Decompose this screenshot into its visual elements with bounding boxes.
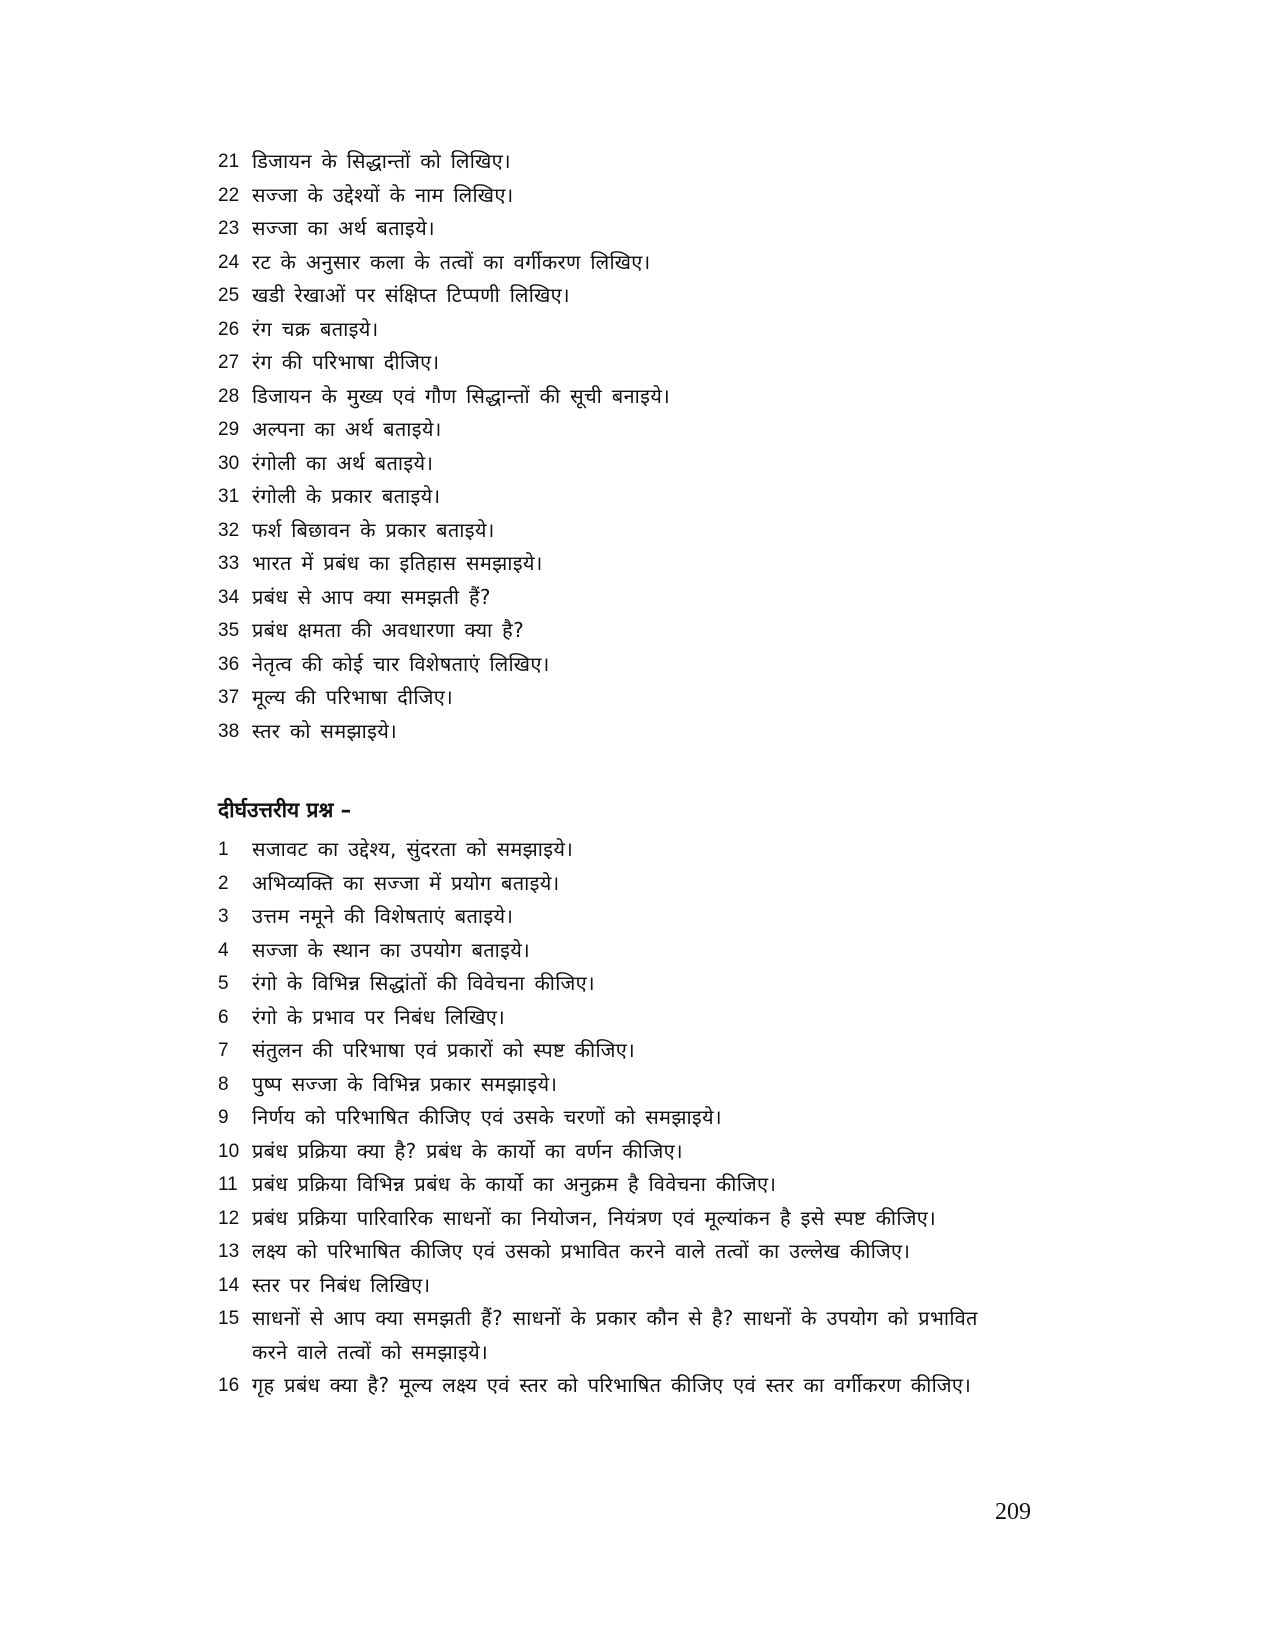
question-text: अभिव्यक्ति का सज्जा में प्रयोग बताइये। (252, 870, 560, 895)
long-questions-heading: दीर्घउत्तरीय प्रश्न – (218, 798, 352, 822)
question-number: 2 (218, 872, 229, 894)
question-text: संतुलन की परिभाषा एवं प्रकारों को स्पष्ट कीजिए। (252, 1038, 636, 1062)
question-number: 24 (218, 251, 240, 273)
question-text: अल्पना का अर्थ बताइये। (252, 417, 442, 441)
question-item (218, 900, 1098, 934)
question-text: मूल्य की परिभाषा दीजिए। (252, 685, 453, 709)
question-item (218, 1068, 1098, 1102)
long-questions-list (218, 833, 1098, 1436)
question-item (218, 1101, 1098, 1135)
question-item (218, 715, 1098, 749)
question-item (218, 179, 1098, 213)
question-number: 23 (218, 218, 240, 239)
question-item (218, 614, 1098, 648)
question-item (218, 1269, 1098, 1303)
question-text: रंगोली का अर्थ बताइये। (252, 450, 434, 475)
question-text: रंग चक्र बताइये। (252, 316, 379, 341)
question-item (218, 1001, 1098, 1035)
question-text: गृह प्रबंध क्या है? मूल्य लक्ष्य एवं स्तर को परिभाषित कीजिए एवं स्तर का वर्गीकरण कीजिए। (252, 1373, 972, 1397)
question-item (218, 246, 1098, 280)
question-text: खडी रेखाओं पर संक्षिप्त टिप्पणी लिखिए। (252, 283, 570, 307)
question-item (218, 447, 1098, 481)
question-number: 27 (218, 352, 240, 373)
question-item (218, 380, 1098, 414)
question-text: रंगो के विभिन्न सिद्धांतों की विवेचना कीजिए। (252, 971, 595, 995)
question-text: रंग की परिभाषा दीजिए। (252, 350, 440, 374)
short-questions-list (218, 145, 1098, 748)
question-text: रंगोली के प्रकार बताइये। (252, 484, 441, 508)
question-number: 13 (218, 1241, 240, 1262)
question-item (218, 212, 1098, 246)
question-item (218, 1202, 1098, 1236)
question-number: 32 (218, 519, 240, 541)
question-number: 10 (218, 1140, 240, 1162)
question-text: नेतृत्व की कोई चार विशेषताएं लिखिए। (252, 651, 550, 676)
question-item (218, 279, 1098, 313)
question-text: डिजायन के सिद्धान्तों को लिखिए। (252, 149, 511, 173)
question-text: रंगो के प्रभाव पर निबंध लिखिए। (252, 1004, 505, 1029)
question-number: 21 (218, 151, 240, 172)
question-number: 38 (218, 720, 240, 742)
question-text: प्रबंध प्रक्रिया क्या है? प्रबंध के कार्यो का वर्णन कीजिए। (252, 1138, 683, 1163)
question-item (218, 1034, 1098, 1068)
question-item (218, 1302, 1098, 1369)
question-number: 1 (218, 839, 229, 860)
question-item (218, 1168, 1098, 1202)
question-text: प्रबंध प्रक्रिया पारिवारिक साधनों का नियोजन, नियंत्रण एवं मूल्यांकन है इसे स्पष्ट कीजिए। (252, 1205, 936, 1230)
question-item (218, 833, 1098, 867)
question-text: उत्तम नमूने की विशेषताएं बताइये। (252, 904, 514, 928)
question-number: 12 (218, 1207, 240, 1229)
question-item (218, 648, 1098, 682)
question-number: 14 (218, 1274, 240, 1296)
question-item (218, 1369, 1098, 1436)
question-number: 36 (218, 653, 240, 675)
question-number: 37 (218, 687, 240, 708)
question-text: पुष्प सज्जा के विभिन्न प्रकार समझाइये। (252, 1071, 558, 1096)
question-number: 4 (218, 939, 229, 961)
page-number: 209 (995, 1499, 1031, 1525)
question-text: डिजायन के मुख्य एवं गौण सिद्धान्तों की सूची बनाइये। (252, 383, 670, 408)
question-number: 25 (218, 285, 240, 306)
question-text: निर्णय को परिभाषित कीजिए एवं उसके चरणों को समझाइये। (252, 1105, 722, 1129)
question-number: 15 (218, 1308, 240, 1329)
question-text: स्तर को समझाइये। (252, 718, 397, 743)
question-item (218, 480, 1098, 514)
question-text: भारत में प्रबंध का इतिहास समझाइये। (252, 551, 543, 575)
question-number: 26 (218, 318, 240, 340)
question-text: सज्जा के स्थान का उपयोग बताइये। (252, 937, 531, 962)
question-item (218, 346, 1098, 380)
question-number: 7 (218, 1040, 229, 1061)
question-item (218, 313, 1098, 347)
question-text: सजावट का उद्देश्य, सुंदरता को समझाइये। (252, 837, 574, 861)
question-text: साधनों से आप क्या समझती हैं? साधनों के प्रकार कौन से है? साधनों के उपयोग को प्रभावित करने वाले तत्वों को समझाइये। (252, 1306, 978, 1364)
question-number: 6 (218, 1006, 229, 1028)
question-item (218, 514, 1098, 548)
question-item (218, 581, 1098, 615)
question-number: 30 (218, 452, 240, 474)
question-text: स्तर पर निबंध लिखिए। (252, 1272, 431, 1297)
question-number: 3 (218, 906, 229, 927)
question-text: रट के अनुसार कला के तत्वों का वर्गीकरण लिखिए। (252, 249, 651, 274)
question-number: 22 (218, 184, 240, 206)
question-number: 8 (218, 1073, 229, 1095)
question-number: 35 (218, 620, 240, 641)
question-number: 5 (218, 973, 229, 994)
question-item (218, 145, 1098, 179)
question-text: सज्जा के उद्देश्यों के नाम लिखिए। (252, 182, 514, 207)
question-item (218, 413, 1098, 447)
question-text: फर्श बिछावन के प्रकार बताइये। (252, 517, 495, 542)
question-number: 11 (218, 1174, 238, 1195)
question-item (218, 867, 1098, 901)
question-item (218, 547, 1098, 581)
question-item (218, 681, 1098, 715)
question-number: 31 (218, 486, 240, 507)
question-item (218, 934, 1098, 968)
question-number: 16 (218, 1375, 240, 1396)
question-item (218, 967, 1098, 1001)
question-number: 34 (218, 586, 240, 608)
question-text: प्रबंध से आप क्या समझती हैं? (252, 584, 491, 609)
question-item (218, 1135, 1098, 1169)
question-text: प्रबंध प्रक्रिया विभिन्न प्रबंध के कार्यो का अनुक्रम है विवेचना कीजिए। (252, 1172, 777, 1196)
question-text: लक्ष्य को परिभाषित कीजिए एवं उसको प्रभावित करने वाले तत्वों का उल्लेख कीजिए। (252, 1239, 911, 1263)
question-number: 28 (218, 385, 240, 407)
question-number: 9 (218, 1107, 229, 1128)
question-item (218, 1235, 1098, 1269)
question-text: प्रबंध क्षमता की अवधारणा क्या है? (252, 618, 525, 642)
question-number: 33 (218, 553, 240, 574)
question-number: 29 (218, 419, 240, 440)
question-text: सज्जा का अर्थ बताइये। (252, 216, 435, 240)
